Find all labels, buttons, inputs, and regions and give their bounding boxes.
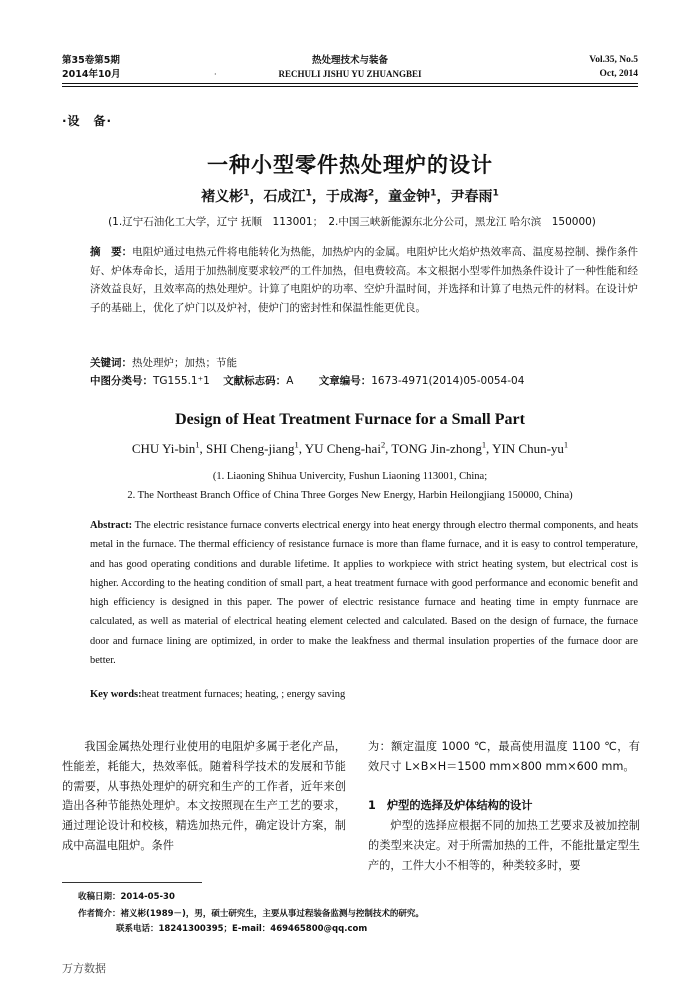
header-journal-cn: 热处理技术与装备	[311, 55, 388, 66]
cn-author-affil-mark: 1	[243, 188, 250, 199]
article-no-value: 1673-4971(2014)05-0054-04	[371, 375, 525, 387]
header-date: 2014年10月	[62, 69, 121, 80]
cn-author-separator: ，	[436, 189, 451, 205]
en-authors	[0, 441, 700, 457]
en-author-affil-mark: 1	[195, 439, 200, 450]
footnote-received: 收稿日期：2014-05-30	[78, 892, 175, 902]
header-rule-2	[62, 86, 638, 87]
clc-label: 中图分类号：	[90, 375, 153, 387]
en-abstract-text: The electric resistance furnace converts electrical energy into heat energy through electro thermal components, and heats metal in the furnace. The thermal efficiency of resistance furnace is more than flame furnace, and it is easy to control temperature, and has good operating conditions and durable lifetime. It applies to workpiece with strict heating system, but electrical cost is higher. According to the heating condition of small part, a heat treatment furnace with good performance and economic benefit and high efficiency is designed in this paper. The power of electric resistance furnace and heating time in empty funrnace are calculated, as well as material of electrical heating element celected and calculated. Based on the design of furnace, the furnace door and furnace lining are optimized, in order to make the leakfness and thermal insulation properties of the furnace door are better.	[90, 520, 638, 667]
clc-value: TG155.1⁺1	[153, 375, 210, 387]
en-author: CHU Yi-bin$^1$	[131, 439, 200, 456]
en-author-separator: ,	[298, 441, 305, 456]
en-author: TONG Jin-zhong$^1$	[391, 439, 487, 456]
header-month: Oct, 2014	[599, 69, 638, 79]
cn-keywords	[90, 355, 237, 370]
en-author-separator: ,	[199, 441, 207, 456]
watermark: 万方数据	[62, 962, 106, 975]
cn-title: 一种小型零件热处理炉的设计	[207, 153, 493, 177]
cn-author: 童金钟$^1$	[388, 188, 437, 205]
cn-author: 褚义彬$^1$	[201, 188, 250, 205]
cn-author-affil-mark: 1	[305, 188, 312, 199]
en-affiliation-2: 2. The Northeast Branch Office of China Three Gorges New Energy, Harbin Heilongjiang 150000, China)	[127, 490, 573, 501]
en-affiliation-1: (1. Liaoning Shihua Univercity, Fushun Liaoning 113001, China;	[212, 471, 488, 482]
header-journal-pinyin: RECHULI JISHU YU ZHUANGBEI	[278, 69, 422, 79]
en-keywords	[90, 689, 345, 700]
en-author-affil-mark: 1	[481, 439, 487, 450]
body-left-column: 我国金属热处理行业使用的电阻炉多属于老化产品，性能差，耗能大，热效率低。随着科学技术的发展和节能的需要，从事热处理炉的研究和生产的工作者，近年来创造出各种节能热处理炉。本文按照现在生产工艺的要求，通过理论设计和校核，精选加热元件，确定设计方案，制成中高温电阻炉。条件	[62, 740, 346, 852]
cn-affiliation: (1.辽宁石油化工大学，辽宁 抚顺 113001； 2.中国三峡新能源东北分公司，黑龙江 哈尔滨 150000)	[108, 216, 596, 228]
footnote-contact: 联系电话：18241300395；E-mail：469465800@qq.com	[116, 924, 368, 934]
cn-keywords-text: 热处理炉；加热；节能	[132, 357, 237, 369]
en-author-affil-mark: 1	[563, 439, 569, 450]
footnote-rule	[62, 882, 202, 883]
section1-heading: 1 炉型的选择及炉体结构的设计	[368, 799, 533, 812]
en-author: SHI Cheng-jiang$^1$	[206, 439, 299, 456]
cn-author-affil-mark: 1	[492, 188, 499, 199]
en-author-separator: ,	[385, 441, 392, 456]
header-issue: 第35卷第5期	[62, 55, 120, 66]
doc-code-label: 文献标志码：	[223, 375, 287, 387]
en-keywords-label: Key words:	[90, 689, 142, 700]
cn-author: 尹春雨$^1$	[450, 188, 499, 205]
header-volume: Vol.35, No.5	[589, 55, 638, 65]
header-dot: ·	[214, 70, 217, 79]
en-keywords-text: heat treatment furnaces; heating, ; energy saving	[141, 689, 346, 700]
en-abstract-label: Abstract:	[90, 520, 133, 531]
header-rule	[62, 83, 638, 84]
cn-abstract	[90, 243, 638, 317]
article-no-label: 文章编号：	[318, 375, 372, 387]
cn-author-separator: ，	[374, 189, 389, 205]
en-abstract	[90, 516, 638, 670]
section1-text: 炉型的选择应根据不同的加热工艺要求及被加控制的类型来决定。对于所需加热的工件，不能批量定型生产的，工件大小不相等的，种类较多时，要	[368, 819, 640, 872]
doc-code-value: A	[286, 375, 294, 387]
cn-classification	[90, 373, 524, 388]
cn-author-separator: ，	[249, 189, 264, 205]
cn-author-separator: ，	[311, 189, 326, 205]
cn-abstract-label: 摘 要：	[90, 246, 133, 258]
body-right-intro: 为：额定温度 1000 ℃，最高使用温度 1100 ℃，有效尺寸 L×B×H＝1500 mm×800 mm×600 mm。	[368, 740, 640, 773]
cn-abstract-text: 电阻炉通过电热元件将电能转化为热能，加热炉内的金属。电阻炉比火焰炉热效率高、温度易控制、操作条件好、炉体寿命长，适用于加热制度要求较严的工件加热，但电费较高。本文根据小型零件加热条件设计了一种性能和经济效益良好，且效率高的热处理炉。计算了电阻炉的功率、空炉升温时间，并选择和计算了电热元件的材料。在设计炉子的基础上，优化了炉门以及炉衬，使炉门的密封性和保温性能更优良。	[90, 246, 639, 314]
en-author: YU Cheng-hai$^2$	[304, 439, 386, 456]
section-tag: ·设 备·	[62, 114, 113, 128]
cn-author: 石成江$^1$	[263, 188, 312, 205]
cn-keywords-label: 关键词：	[90, 357, 132, 369]
footnote-author-bio: 作者简介：褚义彬(1989－)，男，硕士研究生，主要从事过程装备监测与控制技术的研究。	[78, 909, 424, 919]
cn-authors	[0, 186, 700, 206]
cn-author-affil-mark: 1	[430, 188, 437, 199]
en-author-affil-mark: 1	[294, 439, 299, 450]
en-author: YIN Chun-$yu^1$	[492, 439, 569, 456]
cn-author: 于成海$^2$	[325, 188, 375, 205]
cn-author-affil-mark: 2	[367, 188, 375, 199]
en-author-affil-mark: 2	[380, 439, 386, 450]
en-title: Design of Heat Treatment Furnace for a Small Part	[175, 411, 525, 428]
en-author-separator: ,	[486, 441, 493, 456]
